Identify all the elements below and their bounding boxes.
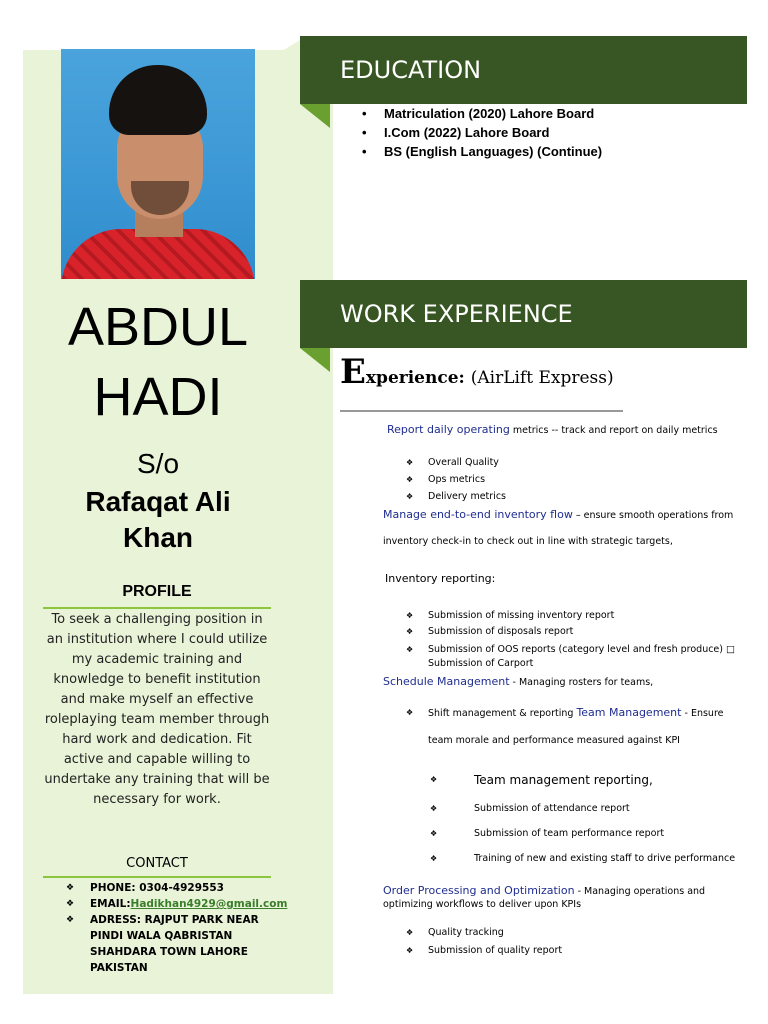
bullet-icon: •: [362, 106, 367, 121]
order-text-line2: optimizing workflows to deliver upon KPIs: [383, 899, 582, 910]
work-experience-banner: WORK EXPERIENCE: [300, 280, 747, 348]
team-management-text: - Ensure: [681, 708, 724, 719]
profile-text: To seek a challenging position in an institution where I could utilize my academic training and knowledge to benefit institution and make myself an effective roleplaying team member through hard work and dedication. Fit active and capable willing to undertake any training that will be necessary for work.: [44, 612, 270, 807]
team-reporting-heading: Team management reporting,: [474, 773, 653, 787]
contact-address: [66, 912, 286, 976]
bullet-icon: •: [362, 144, 367, 159]
profile-divider: [43, 607, 271, 609]
inventory-item: Submission of Carport: [428, 658, 534, 669]
education-item-text: Matriculation (2020) Lahore Board: [384, 106, 595, 121]
diamond-bullet-icon: ❖: [430, 804, 438, 813]
contact-list: [66, 880, 286, 976]
diamond-bullet-icon: ❖: [66, 883, 75, 893]
inventory-heading: Manage end-to-end inventory flow: [383, 508, 573, 521]
education-item-text: BS (English Languages) (Continue): [384, 144, 603, 159]
diamond-bullet-icon: ❖: [406, 645, 414, 654]
last-name: HADI: [93, 367, 223, 427]
experience-divider: [340, 410, 623, 412]
education-banner-fold: [300, 104, 330, 128]
inventory-line: [383, 508, 733, 521]
diamond-bullet-icon: ❖: [430, 854, 438, 863]
schedule-line: [383, 675, 653, 688]
order-line: [383, 884, 705, 897]
order-heading: Order Processing and Optimization: [383, 884, 575, 897]
diamond-bullet-icon: ❖: [406, 928, 414, 937]
report-item: Overall Quality: [428, 457, 499, 468]
team-item: Training of new and existing staff to drive performance: [474, 853, 736, 864]
diamond-bullet-icon: ❖: [430, 829, 438, 838]
diamond-bullet-icon: ❖: [66, 899, 75, 909]
report-daily-line: [387, 423, 718, 436]
inventory-item: Submission of disposals report: [428, 626, 574, 637]
education-item: [362, 123, 602, 142]
diamond-bullet-icon: ❖: [66, 915, 75, 925]
team-management-heading: Team Management: [576, 706, 682, 719]
father-name-line2: Khan: [123, 522, 193, 553]
education-banner: EDUCATION: [300, 36, 747, 104]
diamond-bullet-icon: ❖: [406, 627, 414, 636]
schedule-heading: Schedule Management: [383, 675, 510, 688]
education-item: [362, 142, 602, 161]
address-line4: PAKISTAN: [90, 962, 148, 974]
profile-heading: PROFILE: [122, 583, 192, 600]
contact-heading: CONTACT: [126, 856, 188, 871]
address-line3: SHAHDARA TOWN LAHORE: [90, 946, 248, 958]
schedule-text: - Managing rosters for teams,: [509, 677, 654, 688]
report-item: Delivery metrics: [428, 491, 506, 502]
order-item: Submission of quality report: [428, 945, 563, 956]
father-name-line1: Rafaqat Ali: [85, 486, 231, 517]
diamond-bullet-icon: ❖: [406, 458, 414, 467]
phone-text: PHONE: 0304-4929553: [90, 882, 224, 894]
order-text: - Managing operations and: [574, 886, 706, 897]
email-link[interactable]: Hadikhan4929@gmail.com: [130, 898, 288, 910]
father-name: [23, 484, 293, 556]
bullet-icon: •: [362, 125, 367, 140]
report-item: Ops metrics: [428, 474, 486, 485]
shift-line: [428, 706, 724, 719]
address-line2: PINDI WALA QABRISTAN: [90, 930, 233, 942]
team-item: Submission of team performance report: [474, 828, 665, 839]
son-of-label: S/o: [136, 448, 180, 479]
experience-heading: [340, 352, 614, 392]
education-item: [362, 104, 602, 123]
contact-email: [66, 896, 286, 912]
inventory-item: Submission of OOS reports (category level and fresh produce) □: [428, 644, 735, 655]
team-management-text-line2: team morale and performance measured against KPI: [428, 735, 680, 746]
email-label: EMAIL:: [90, 898, 131, 910]
inventory-text: – ensure smooth operations from: [572, 510, 734, 521]
contact-divider: [43, 876, 271, 878]
experience-company: (AirLift Express): [470, 368, 614, 388]
education-list: [362, 104, 602, 161]
order-item: Quality tracking: [428, 927, 504, 938]
first-name: ABDUL: [67, 297, 249, 357]
diamond-bullet-icon: ❖: [430, 775, 438, 784]
address-line1: ADRESS: RAJPUT PARK NEAR: [90, 914, 259, 926]
contact-phone: [66, 880, 286, 896]
education-item-text: I.Com (2022) Lahore Board: [384, 125, 550, 140]
experience-label: xperience:: [365, 368, 471, 388]
shift-text: Shift management & reporting: [428, 708, 577, 719]
work-banner-fold: [300, 348, 330, 372]
inventory-text-line2: inventory check-in to check out in line with strategic targets,: [383, 536, 673, 547]
diamond-bullet-icon: ❖: [406, 946, 414, 955]
diamond-bullet-icon: ❖: [406, 475, 414, 484]
inventory-item: Submission of missing inventory report: [428, 610, 615, 621]
report-daily-text: metrics -- track and report on daily metrics: [509, 425, 718, 436]
experience-initial: E: [340, 352, 366, 392]
inventory-reporting-heading: Inventory reporting:: [385, 572, 496, 585]
diamond-bullet-icon: ❖: [406, 611, 414, 620]
profile-photo: [61, 49, 255, 279]
report-daily-heading: Report daily operating: [387, 423, 510, 436]
team-item: Submission of attendance report: [474, 803, 630, 814]
diamond-bullet-icon: ❖: [406, 492, 414, 501]
diamond-bullet-icon: ❖: [406, 708, 414, 717]
